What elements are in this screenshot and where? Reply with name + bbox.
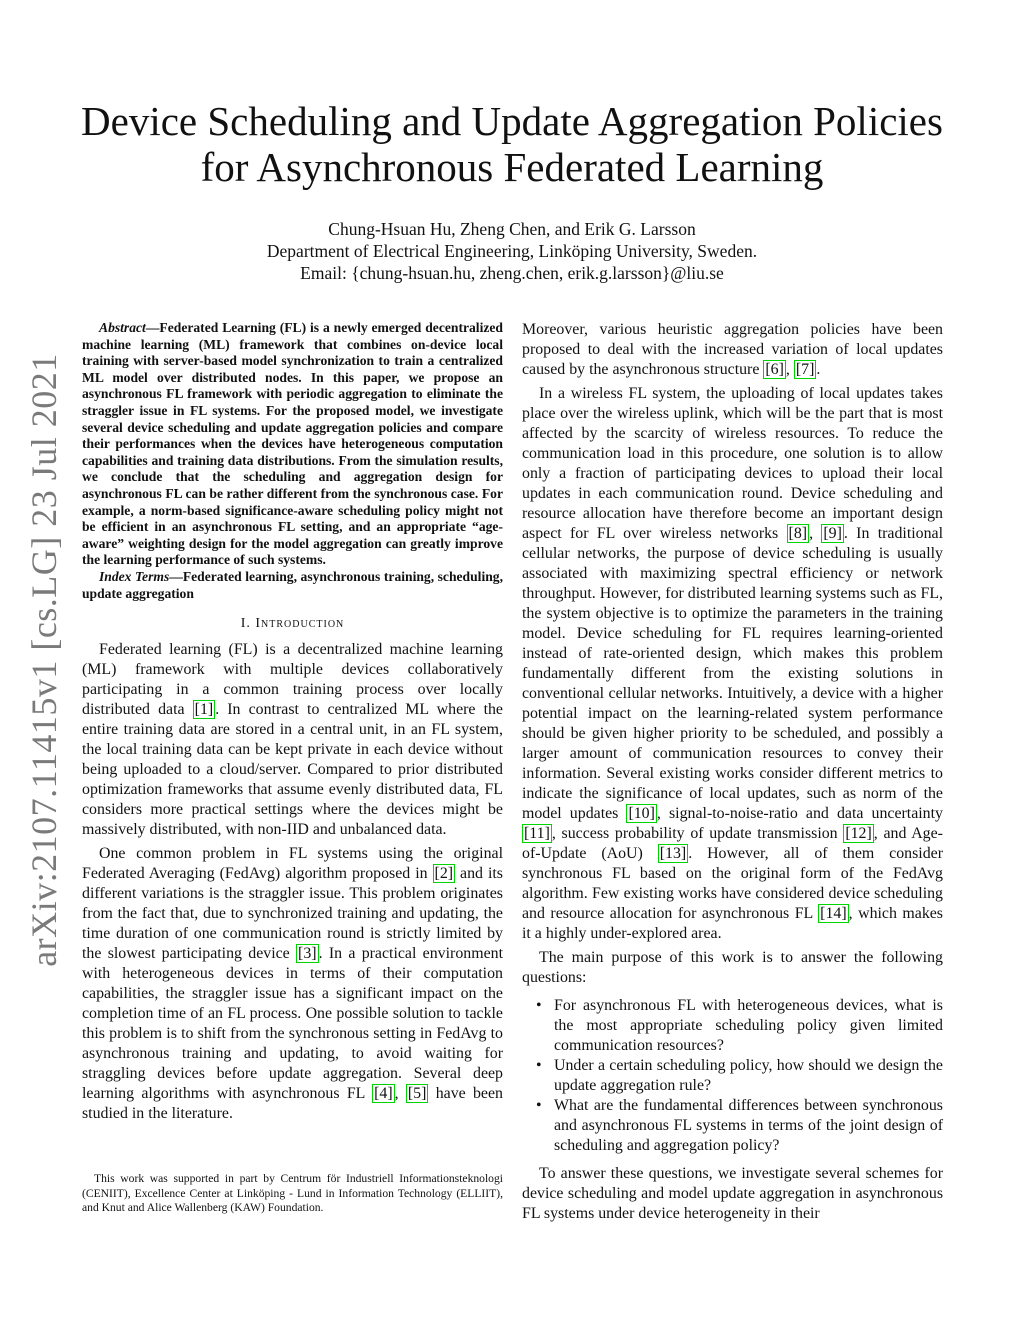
citation-link-11[interactable]: [11]	[524, 825, 550, 842]
right-column	[522, 320, 943, 1224]
citation-link-3[interactable]: [3]	[298, 945, 317, 963]
abstract	[82, 320, 503, 569]
citation-link-4[interactable]: [4]	[374, 1085, 393, 1103]
text-run: . However, all of them consider synchronous FL based on the original form of the FedAvg algorithm. Few existing works have considered device scheduling and resource allocation for asynchronous FL	[522, 845, 944, 922]
text-run: . In traditional cellular networks, the purpose of device scheduling is usually associated with maximizing spectral efficiency or network throughput. However, for distributed learning systems such as FL, the system objective is to optimize the parameters in the training model. Device scheduling for FL requires learning-oriented instead of rate-oriented design, which makes this problem fundamentally different from the existing solutions in conventional cellular networks. Intuitively, a device with a higher potential impact on the learning-related system performance should be given higher priority to be scheduled, and possibly a larger amount of communication resources to convey their information. Several existing works consider different metrics to indicate the significance of local updates, such as norm of the model updates	[522, 525, 944, 822]
paper-title	[0, 98, 1024, 190]
citation-link-1[interactable]: [1]	[194, 701, 214, 719]
author-names: Chung-Hsuan Hu, Zheng Chen, and Erik G. Larsson	[328, 219, 696, 239]
text-run: ,	[394, 1085, 406, 1103]
citation-link-7[interactable]: [7]	[795, 361, 815, 378]
section-title: Introduction	[255, 616, 345, 632]
funding-footnote: This work was supported in part by Centrum för Industriell Informationsteknologi (CENIIT), Excellence Center at Linköping - Lund in Information Technology (ELLIIT), and Knut and Alice Wallenberg (KAW) Foundation.	[82, 1172, 503, 1214]
text-run: Federated learning (FL) is a decentralized machine learning (ML) framework with multiple devices collaboratively participating in a common training process over locally distributed data	[82, 641, 503, 719]
citation-link-9[interactable]: [9]	[823, 525, 842, 542]
abstract-text: —Federated Learning (FL) is a newly emerged decentralized machine learning (ML) framework that combines on-device local training with server-based model synchronization to train a centralized ML model over distributed nodes. In this paper, we propose an asynchronous FL framework with periodic aggregation to eliminate the straggler issue in FL systems. For the proposed model, we investigate several device scheduling and update aggregation policies and compare their performances when the devices have heterogeneous computation capabilities and training data distributions. From the simulation results, we conclude that the scheduling and aggregation design for asynchronous FL can be rather different from the synchronous case. For example, a norm-based significance-aware scheduling policy might not be efficient in an asynchronous FL setting, and an appropriate “age-aware” weighting design for the model aggregation can greatly improve the learning performance of such systems.	[82, 320, 503, 568]
list-item	[536, 1056, 943, 1096]
intro-paragraph-6: To answer these questions, we investigate several schemes for device scheduling and model update aggregation in asynchronous FL systems under device heterogeneity in their	[522, 1165, 943, 1222]
intro-paragraph-5: The main purpose of this work is to answer the following questions:	[522, 949, 943, 986]
citation-link-10[interactable]: [10]	[628, 805, 655, 822]
arxiv-identifier-stamp	[0, 0, 76, 1325]
citation-link-13[interactable]: [13]	[659, 845, 687, 862]
index-terms-text: —Federated learning, asynchronous training, scheduling, update aggregation	[82, 568, 503, 601]
bullet-icon: •	[536, 1057, 542, 1074]
intro-paragraph-2	[82, 844, 503, 1124]
list-item-text: For asynchronous FL with heterogeneous devices, what is the most appropriate scheduling policy given limited communication resources?	[554, 997, 943, 1054]
text-run: . In contrast to centralized ML where the entire training data are stored in a central unit, in an FL system, the local training data can be kept private in each device without being uploaded to a cloud/server. Compared to prior distributed optimization frameworks that assume evenly distributed data, FL considers more practical settings where the devices might be massively distributed, with non-IID and unbalanced data.	[82, 701, 503, 839]
text-run: One common problem in FL systems using the original Federated Averaging (FedAvg) algorithm proposed in	[82, 845, 503, 883]
text-run: ,	[809, 525, 822, 542]
list-item-text: What are the fundamental differences between synchronous and asynchronous FL systems in terms of the joint design of scheduling and aggregation policy?	[554, 1097, 943, 1154]
section-heading-introduction	[82, 616, 503, 632]
text-run: .	[816, 361, 821, 378]
citation-link-12[interactable]: [12]	[845, 825, 872, 842]
text-run: ,	[785, 361, 794, 378]
text-run: , success probability of update transmission	[551, 825, 844, 842]
list-item	[536, 996, 943, 1056]
section-number: I.	[240, 616, 251, 632]
abstract-lead: Abstract	[99, 320, 146, 335]
text-run: , which makes it a highly under-explored area.	[522, 905, 943, 942]
text-run: , signal-to-noise-ratio and data uncertainty	[656, 805, 943, 822]
author-email: Email: {chung-hsuan.hu, zheng.chen, erik.g.larsson}@liu.se	[300, 263, 724, 283]
bullet-icon: •	[536, 997, 542, 1014]
list-item	[536, 1096, 943, 1156]
author-affiliation: Department of Electrical Engineering, Linköping University, Sweden.	[266, 241, 758, 261]
citation-link-5[interactable]: [5]	[407, 1085, 427, 1103]
index-terms-lead: Index Terms	[99, 568, 170, 584]
text-run: . In a practical environment with heterogeneous devices in terms of their computation capabilities, the straggler issue has a significant impact on the completion time of an FL process. One possible solution to tackle this problem is to shift from the synchronous setting in FedAvg to asynchronous training and updating, to avoid waiting for straggling devices before update aggregation. Several deep learning algorithms with asynchronous FL	[82, 945, 503, 1103]
intro-paragraph-3	[522, 320, 943, 380]
left-column	[82, 320, 503, 1124]
bullet-icon: •	[536, 1097, 542, 1114]
text-run: have been studied in the literature.	[82, 1085, 503, 1123]
citation-link-2[interactable]: [2]	[434, 865, 454, 883]
research-questions-list	[522, 996, 943, 1156]
text-run: Moreover, various heuristic aggregation policies have been proposed to deal with the increased variation of local updates caused by the asynchronous structure	[522, 321, 943, 378]
paper-title-line-2: for Asynchronous Federated Learning	[200, 144, 824, 190]
index-terms	[82, 569, 503, 602]
intro-paragraph-4	[522, 384, 943, 944]
author-block	[0, 218, 1024, 284]
citation-link-8[interactable]: [8]	[788, 525, 808, 542]
text-run: , and Age-of-Update (AoU)	[522, 825, 943, 862]
text-run: and its different variations is the straggler issue. This problem originates from the fact that, due to synchronized training and updating, the time duration of one communication round is strictly limited by the slowest participating device	[82, 865, 503, 963]
citation-link-6[interactable]: [6]	[765, 361, 784, 378]
paper-title-line-1: Device Scheduling and Update Aggregation Policies	[81, 98, 943, 144]
citation-link-14[interactable]: [14]	[820, 905, 847, 922]
intro-paragraph-1	[82, 640, 503, 840]
list-item-text: Under a certain scheduling policy, how should we design the update aggregation rule?	[554, 1057, 943, 1094]
text-run: In a wireless FL system, the uploading of local updates takes place over the wireless uplink, which will be the part that is most affected by the scarcity of wireless resources. To reduce the communication load in this procedure, one solution is to allow only a fraction of participating devices to upload their local updates in each communication round. Device scheduling and resource allocation have therefore become an important design aspect for FL over wireless networks	[522, 385, 943, 542]
arxiv-identifier-text: arXiv:2107.11415v1 [cs.LG] 23 Jul 2021	[24, 353, 64, 967]
